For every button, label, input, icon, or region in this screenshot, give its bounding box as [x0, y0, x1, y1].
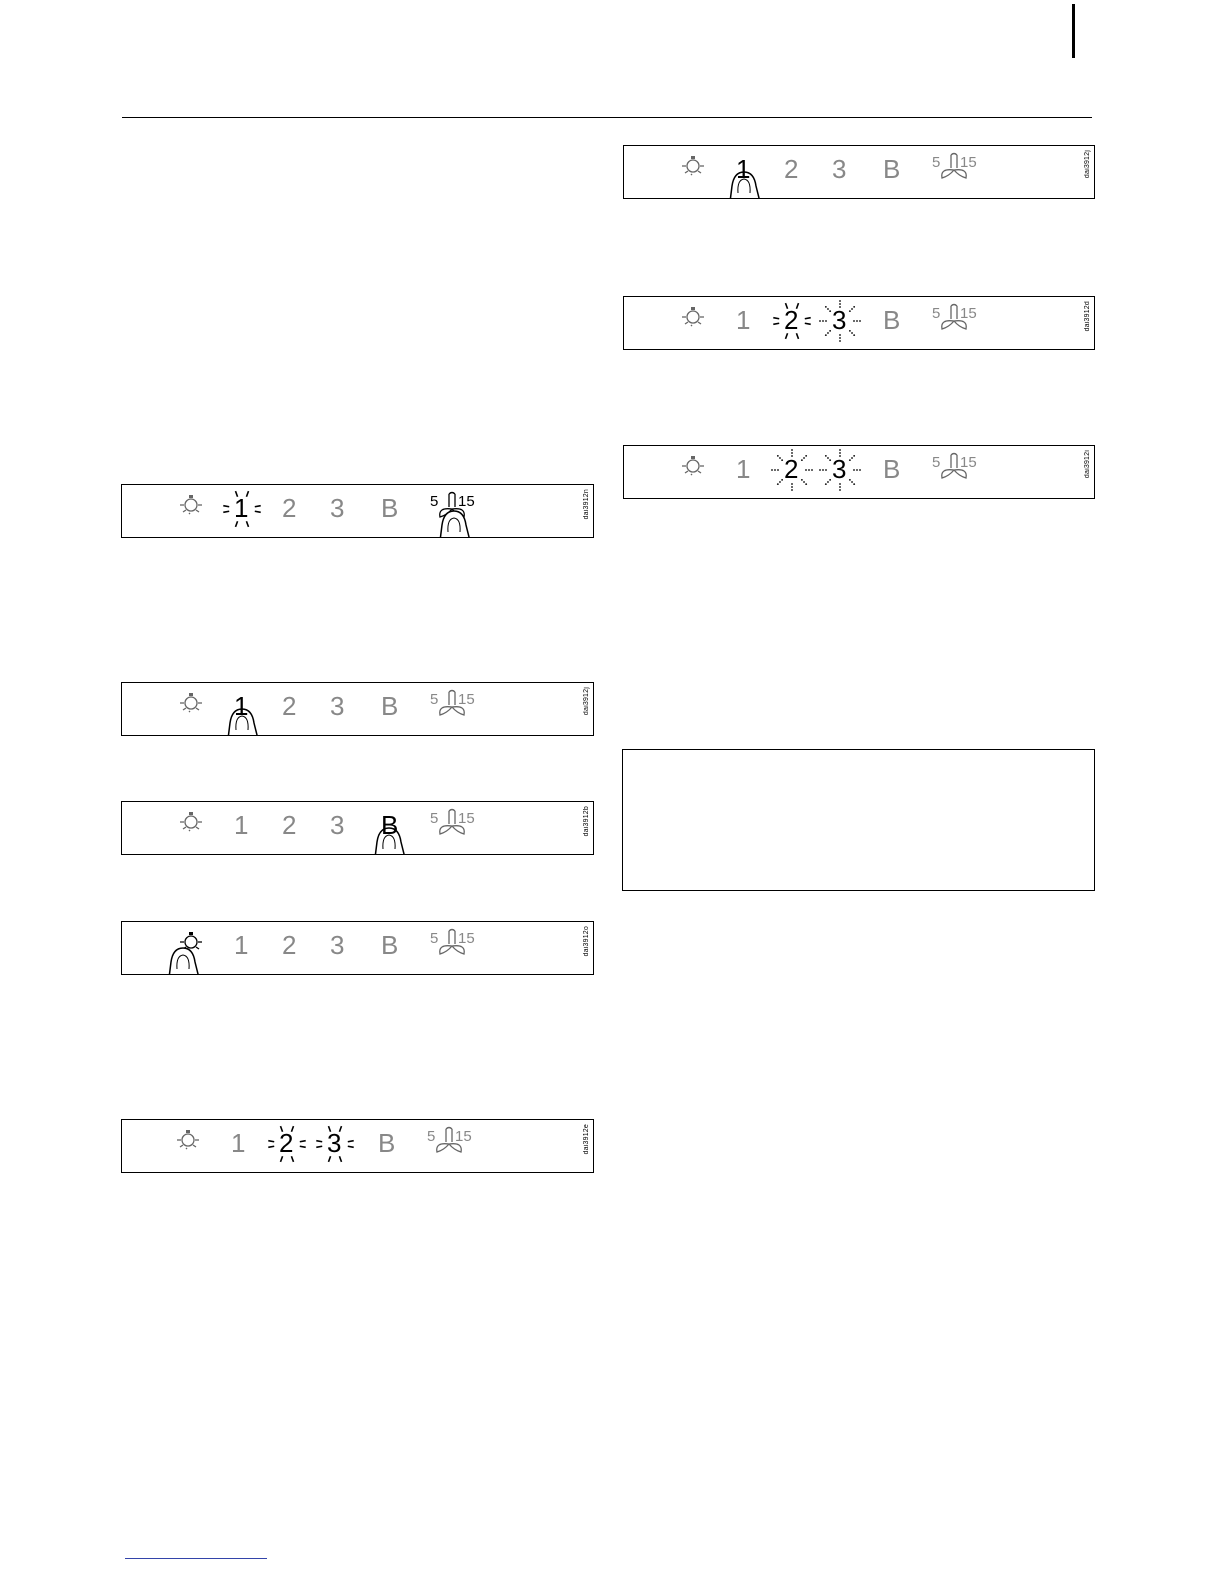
level-3-label: 3 [330, 493, 345, 523]
figure-code: dai3912o [583, 926, 590, 957]
light-bulb-icon [682, 456, 704, 475]
panel-graphics [122, 1120, 594, 1173]
timer-5-label: 5 [932, 305, 941, 322]
level-2-label: 2 [279, 1128, 294, 1158]
timer-15-label: 15 [960, 305, 977, 322]
light-bulb-icon [177, 1130, 199, 1149]
level-3-label: 3 [330, 691, 345, 721]
level-2-label: 2 [282, 930, 297, 960]
control-panel-levels-blink-dotted [623, 445, 1095, 499]
level-1-label: 1 [736, 454, 751, 484]
level-2-label: 2 [784, 305, 799, 335]
level-3-label: 3 [327, 1128, 342, 1158]
level-2-label: 2 [282, 810, 297, 840]
boost-label: B [381, 691, 399, 721]
level-1-label: 1 [234, 810, 249, 840]
timer-5-label: 5 [430, 691, 439, 708]
control-panel-timer-press [121, 484, 594, 538]
figure-code: dai3912n [583, 489, 590, 520]
figure-code: dai3912e [583, 1124, 590, 1155]
light-bulb-icon [682, 307, 704, 326]
panel-graphics [122, 922, 594, 975]
boost-label: B [883, 454, 901, 484]
panel-graphics [624, 146, 1095, 199]
level-3-label: 3 [832, 454, 847, 484]
light-bulb-icon [180, 812, 202, 831]
level-1-label: 1 [736, 154, 751, 184]
timer-5-label: 5 [430, 930, 439, 947]
panel-graphics [624, 446, 1095, 499]
level-3-label: 3 [832, 305, 847, 335]
page-marker [1072, 4, 1075, 58]
timer-15-label: 15 [458, 930, 475, 947]
timer-5-label: 5 [430, 493, 439, 510]
panel-graphics [624, 297, 1095, 350]
timer-5-label: 5 [430, 810, 439, 827]
level-1-label: 1 [736, 305, 751, 335]
level-1-label: 1 [234, 691, 249, 721]
level-3-label: 3 [832, 154, 847, 184]
control-panel-level-1-press [121, 682, 594, 736]
timer-15-label: 15 [455, 1128, 472, 1145]
header-rule [122, 117, 1092, 118]
boost-label: B [883, 305, 901, 335]
boost-label: B [378, 1128, 396, 1158]
light-bulb-icon [180, 495, 202, 514]
level-1-label: 1 [234, 493, 249, 523]
timer-5-label: 5 [427, 1128, 436, 1145]
control-panel-levels-blink [121, 1119, 594, 1173]
info-box [622, 749, 1095, 891]
timer-15-label: 15 [458, 493, 475, 510]
level-2-label: 2 [784, 154, 799, 184]
level-2-label: 2 [282, 691, 297, 721]
level-3-label: 3 [330, 930, 345, 960]
light-bulb-icon [180, 693, 202, 712]
level-1-label: 1 [231, 1128, 246, 1158]
figure-code: dai3912i [1084, 450, 1091, 479]
control-panel-boost-press [121, 801, 594, 855]
timer-15-label: 15 [960, 454, 977, 471]
level-3-label: 3 [330, 810, 345, 840]
control-panel-level-1-press-right [623, 145, 1095, 199]
figure-code: dai3912d [1084, 301, 1091, 332]
control-panel-light-press [121, 921, 594, 975]
panel-graphics [122, 683, 594, 736]
level-2-label: 2 [282, 493, 297, 523]
footer-rule [125, 1558, 267, 1559]
finger-press-icon [169, 948, 199, 975]
timer-15-label: 15 [458, 810, 475, 827]
timer-15-label: 15 [960, 154, 977, 171]
boost-label: B [381, 930, 399, 960]
boost-label: B [883, 154, 901, 184]
level-2-label: 2 [784, 454, 799, 484]
light-bulb-icon [682, 156, 704, 175]
boost-label: B [381, 810, 399, 840]
panel-graphics [122, 485, 594, 538]
panel-graphics [122, 802, 594, 855]
level-1-label: 1 [234, 930, 249, 960]
timer-5-label: 5 [932, 454, 941, 471]
figure-code: dai3912b [583, 806, 590, 837]
timer-15-label: 15 [458, 691, 475, 708]
timer-5-label: 5 [932, 154, 941, 171]
figure-code: dai3912j [1084, 150, 1091, 179]
figure-code: dai3912j [583, 687, 590, 716]
boost-label: B [381, 493, 399, 523]
control-panel-levels-blink-alt [623, 296, 1095, 350]
